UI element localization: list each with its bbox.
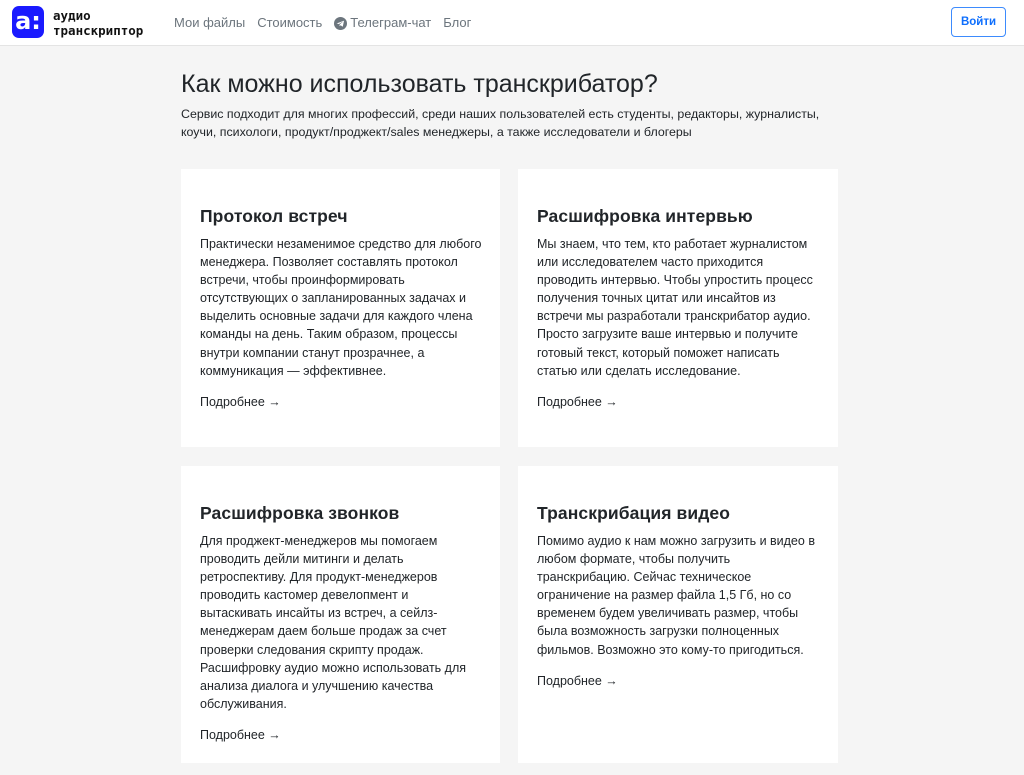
card-call-transcription — [181, 466, 500, 763]
nav-telegram-chat[interactable] — [334, 15, 431, 31]
card-text: Для проджект-менеджеров мы помогаем проводить дейли митинги и делать ретроспективу. Для продукт-менеджеров проводить кастомер девелопмент и вытаскивать инсайты из встреч, а сейлз-менеджерам даем больше продаж за счет проверки следования скрипту продаж. Расшифровку аудио можно использовать для анализа диалога и улучшению качества обслуживания. — [200, 534, 467, 711]
card-meeting-minutes — [181, 169, 500, 447]
card-more-link[interactable]: Подробнее → — [537, 394, 618, 409]
card-title: Расшифровка звонков — [200, 503, 400, 523]
nav-my-files-label: Мои файлы — [174, 15, 246, 30]
telegram-icon — [334, 17, 347, 30]
main-nav — [174, 15, 471, 31]
card-text: Мы знаем, что тем, кто работает журналистом или исследователем часто приходится проводить интервью. Чтобы упростить процесс получения точных цитат или инсайтов из встречи мы разработали транскрибатор аудио. Просто загрузите ваше интервью и получите готовый текст, который поможет написать статью или сделать исследование. — [537, 237, 813, 378]
login-button[interactable]: Войти — [951, 7, 1006, 37]
card-text: Практически незаменимое средство для любого менеджера. Позволяет составлять протокол встречи, чтобы проинформировать отсутствующих о запланированных задачах и выделить основные задачи для каждого члена команды на день. Таким образом, процессы внутри компании станут прозрачнее, а коммуникация — эффективнее. — [200, 237, 482, 378]
nav-blog-label: Блог — [443, 15, 472, 30]
card-interview-transcription — [518, 169, 838, 447]
logo-line-2: транскриптор — [53, 23, 144, 38]
card-text: Помимо аудио к нам можно загрузить и видео в любом формате, чтобы получить транскрибацию. Сейчас техническое ограничение на размер файла 1,5 Гб, но со временем будем увеличивать размер, чтобы была возможность загрузки полноценных фильмов. Возможно это кому-то пригодиться. — [537, 534, 815, 657]
page-title: Как можно использовать транскрибатор? — [181, 70, 658, 98]
page-lead: Сервис подходит для многих профессий, среди наших пользователей есть студенты, редакторы, журналисты, коучи, психологи, продукт/проджект/sales менеджеры, а также исследователи и блогеры — [181, 107, 820, 139]
logo-text[interactable] — [53, 8, 143, 38]
logo-icon[interactable]: a: — [12, 6, 44, 38]
card-more-link[interactable]: Подробнее → — [537, 673, 618, 688]
logo-line-1: аудио — [53, 8, 91, 23]
card-more-link[interactable]: Подробнее → — [200, 727, 281, 742]
top-navbar — [0, 0, 1024, 46]
card-video-transcription — [518, 466, 838, 763]
nav-telegram-label: Телеграм-чат — [350, 15, 432, 30]
nav-pricing-label: Стоимость — [257, 15, 323, 30]
card-more-link[interactable]: Подробнее → — [200, 394, 281, 409]
nav-blog[interactable] — [443, 15, 471, 31]
card-title: Расшифровка интервью — [537, 206, 753, 226]
nav-my-files[interactable] — [174, 15, 245, 31]
card-title: Транскрибация видео — [537, 503, 731, 523]
card-title: Протокол встреч — [200, 206, 348, 226]
nav-pricing[interactable] — [257, 15, 322, 31]
